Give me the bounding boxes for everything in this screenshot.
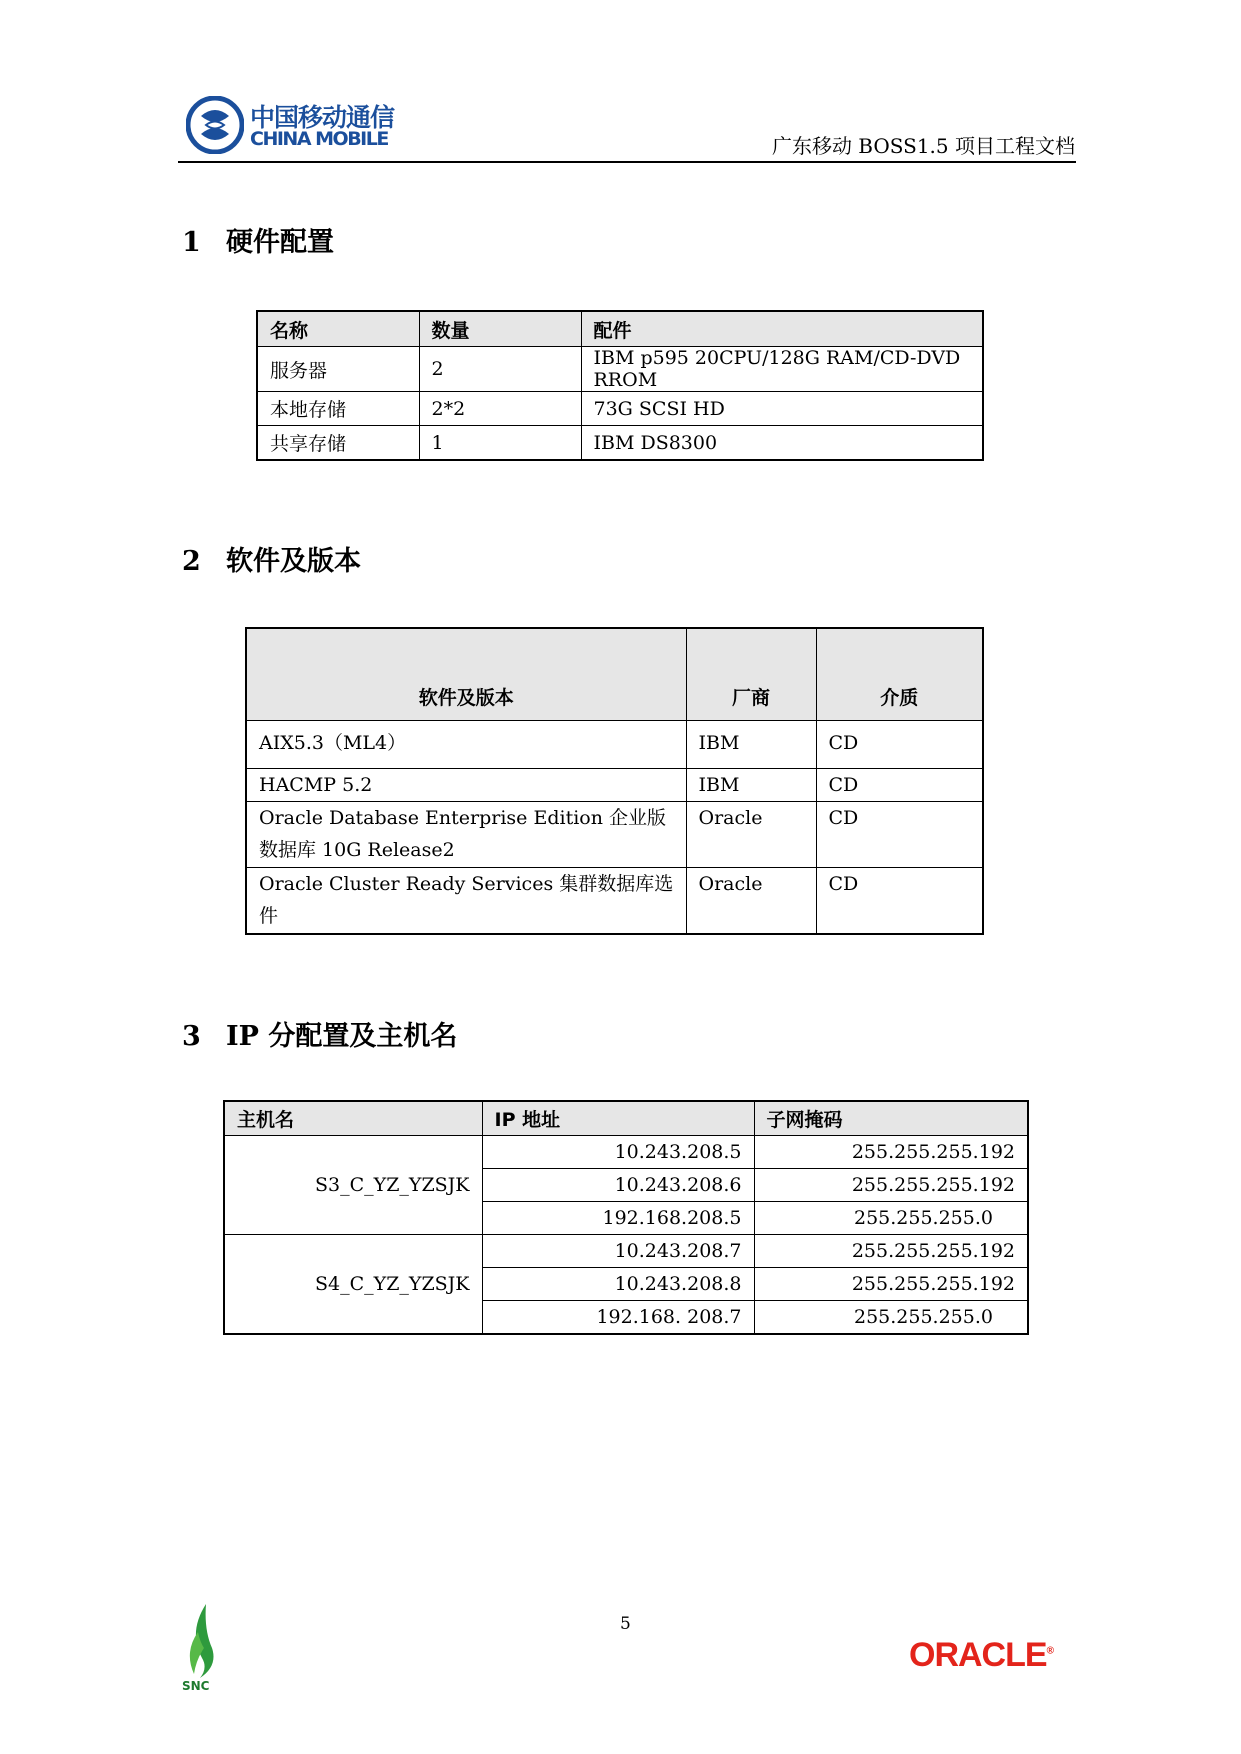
hardware-config-table — [256, 310, 984, 461]
section-number: 3 — [182, 1021, 201, 1052]
column-header: 子网掩码 — [754, 1101, 1028, 1136]
table-cell: 1 — [419, 426, 581, 461]
hostname-cell: S4_C_YZ_YZSJK — [224, 1235, 482, 1335]
section-title: 硬件配置 — [226, 227, 334, 258]
ip-hostname-table — [223, 1100, 1029, 1335]
section-number: 2 — [182, 546, 201, 577]
table-cell: 73G SCSI HD — [581, 392, 983, 426]
registered-mark: ® — [1046, 1645, 1054, 1657]
table-row — [257, 392, 983, 426]
ip-address-cell: 10.243.208.6 — [482, 1169, 754, 1202]
table-cell: 本地存储 — [257, 392, 419, 426]
table-cell: CD — [816, 721, 983, 769]
section-title: 软件及版本 — [226, 546, 361, 577]
section-heading-software — [182, 539, 361, 578]
china-mobile-logo — [186, 94, 395, 158]
table-cell: AIX5.3（ML4） — [246, 721, 686, 769]
page-number: 5 — [620, 1614, 631, 1634]
table-row — [257, 426, 983, 461]
table-cell: CD — [816, 769, 983, 802]
table-row — [224, 1235, 1028, 1268]
column-header: 配件 — [581, 311, 983, 347]
table-cell: Oracle — [686, 868, 816, 934]
table-cell: CD — [816, 868, 983, 934]
table-row — [246, 802, 983, 868]
table-cell: Oracle — [686, 802, 816, 868]
table-header-row — [224, 1101, 1028, 1136]
snc-logo-icon — [178, 1602, 234, 1692]
subnet-mask-cell: 255.255.255.192 — [754, 1136, 1028, 1169]
table-row — [246, 868, 983, 934]
subnet-mask-cell: 255.255.255.0 — [754, 1202, 1028, 1235]
table-cell: Oracle Database Enterprise Edition 企业版数据库 10G Release2 — [246, 802, 686, 868]
section-heading-ip — [182, 1014, 457, 1053]
table-cell: 2 — [419, 347, 581, 392]
table-row — [246, 721, 983, 769]
column-header: 介质 — [816, 628, 983, 721]
ip-address-cell: 192.168.208.5 — [482, 1202, 754, 1235]
software-version-table — [245, 627, 984, 935]
ip-address-cell: 192.168. 208.7 — [482, 1301, 754, 1335]
column-header: 厂商 — [686, 628, 816, 721]
table-row — [257, 347, 983, 392]
subnet-mask-cell: 255.255.255.0 — [754, 1301, 1028, 1335]
ip-address-cell: 10.243.208.5 — [482, 1136, 754, 1169]
section-number: 1 — [182, 227, 201, 258]
document-title: 广东移动 BOSS1.5 项目工程文档 — [771, 134, 1075, 158]
header-divider — [178, 161, 1076, 163]
column-header: 数量 — [419, 311, 581, 347]
table-cell: 2*2 — [419, 392, 581, 426]
table-cell: IBM p595 20CPU/128G RAM/CD-DVD RROM — [581, 347, 983, 392]
subnet-mask-cell: 255.255.255.192 — [754, 1169, 1028, 1202]
table-row — [246, 769, 983, 802]
oracle-logo-text: ORACLE — [909, 1636, 1047, 1674]
section-title: IP 分配置及主机名 — [226, 1021, 458, 1052]
logo-chinese-text: 中国移动通信 — [250, 103, 395, 132]
table-cell: Oracle Cluster Ready Services 集群数据库选件 — [246, 868, 686, 934]
oracle-logo — [909, 1636, 1054, 1675]
table-cell: 共享存储 — [257, 426, 419, 461]
column-header: 软件及版本 — [246, 628, 686, 721]
table-cell: CD — [816, 802, 983, 868]
snc-logo-text: SNC — [182, 1679, 210, 1692]
table-cell: HACMP 5.2 — [246, 769, 686, 802]
table-cell: IBM — [686, 721, 816, 769]
ip-address-cell: 10.243.208.8 — [482, 1268, 754, 1301]
hostname-cell: S3_C_YZ_YZSJK — [224, 1136, 482, 1235]
table-header-row — [246, 628, 983, 721]
subnet-mask-cell: 255.255.255.192 — [754, 1268, 1028, 1301]
column-header: IP 地址 — [482, 1101, 754, 1136]
table-row — [224, 1136, 1028, 1169]
china-mobile-emblem-icon — [186, 96, 244, 154]
table-cell: IBM — [686, 769, 816, 802]
ip-address-cell: 10.243.208.7 — [482, 1235, 754, 1268]
column-header: 名称 — [257, 311, 419, 347]
section-heading-hardware — [182, 220, 334, 259]
table-header-row — [257, 311, 983, 347]
logo-english-text: CHINA MOBILE — [250, 128, 388, 150]
column-header: 主机名 — [224, 1101, 482, 1136]
subnet-mask-cell: 255.255.255.192 — [754, 1235, 1028, 1268]
table-cell: 服务器 — [257, 347, 419, 392]
table-cell: IBM DS8300 — [581, 426, 983, 461]
